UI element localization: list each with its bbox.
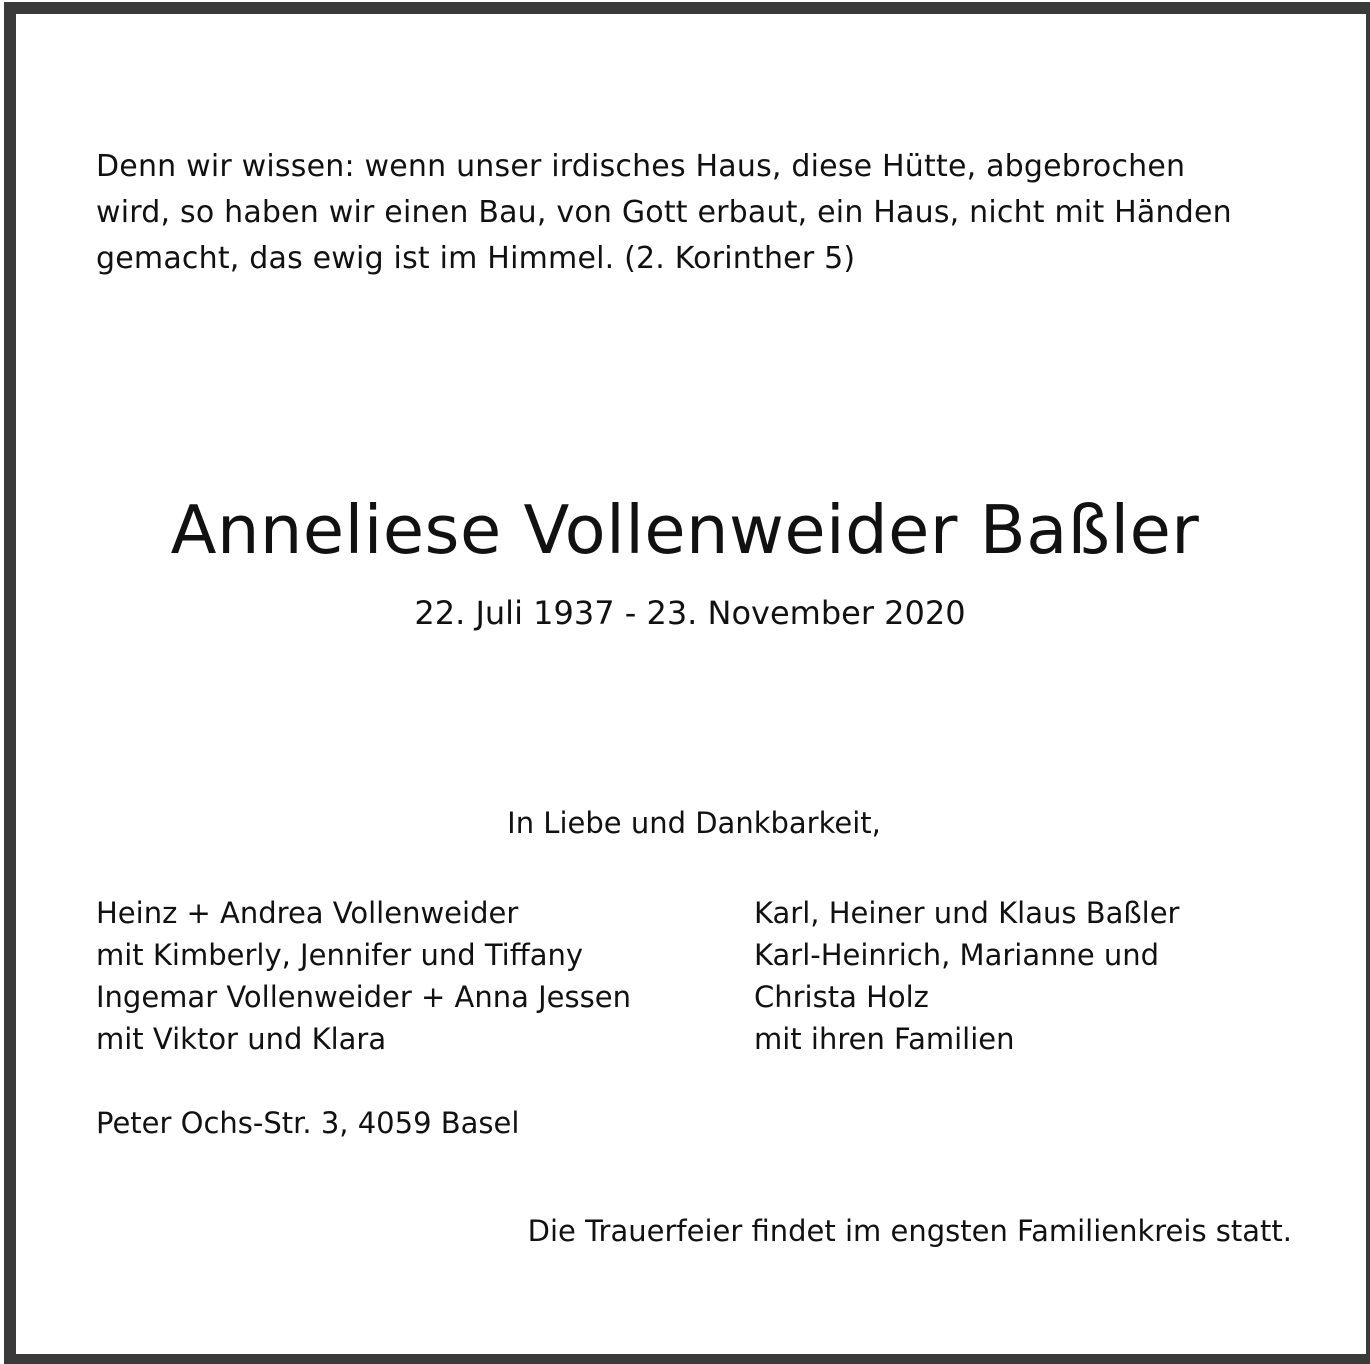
verse-line: Denn wir wissen: wenn unser irdisches Haus, diese Hütte, abgebrochen (96, 149, 1186, 184)
mourners-left-column (96, 892, 631, 1060)
mourner-line: Heinz + Andrea Vollenweider (96, 896, 519, 930)
mourner-line: mit Viktor und Klara (96, 1022, 387, 1056)
verse-line: wird, so haben wir einen Bau, von Gott erbaut, ein Haus, nicht mit Händen (96, 195, 1232, 230)
mourners-right-column (754, 892, 1179, 1060)
dedication-line: In Liebe und Dankbarkeit, (507, 806, 881, 840)
mourner-line: Christa Holz (754, 980, 929, 1014)
funeral-note: Die Trauerfeier findet im engsten Familienkreis statt. (527, 1214, 1292, 1248)
deceased-name: Anneliese Vollenweider Baßler (170, 491, 1200, 569)
life-dates: 22. Juli 1937 - 23. November 2020 (414, 594, 966, 632)
bible-verse (96, 144, 1316, 282)
mourner-line: Karl-Heinrich, Marianne und (754, 938, 1160, 972)
mourner-line: mit ihren Familien (754, 1022, 1015, 1056)
mourner-line: Ingemar Vollenweider + Anna Jessen (96, 980, 631, 1014)
family-address: Peter Ochs-Str. 3, 4059 Basel (96, 1106, 520, 1140)
verse-line: gemacht, das ewig ist im Himmel. (2. Korinther 5) (96, 241, 856, 276)
mourner-line: Karl, Heiner und Klaus Baßler (754, 896, 1180, 930)
mourner-line: mit Kimberly, Jennifer und Tiffany (96, 938, 584, 972)
